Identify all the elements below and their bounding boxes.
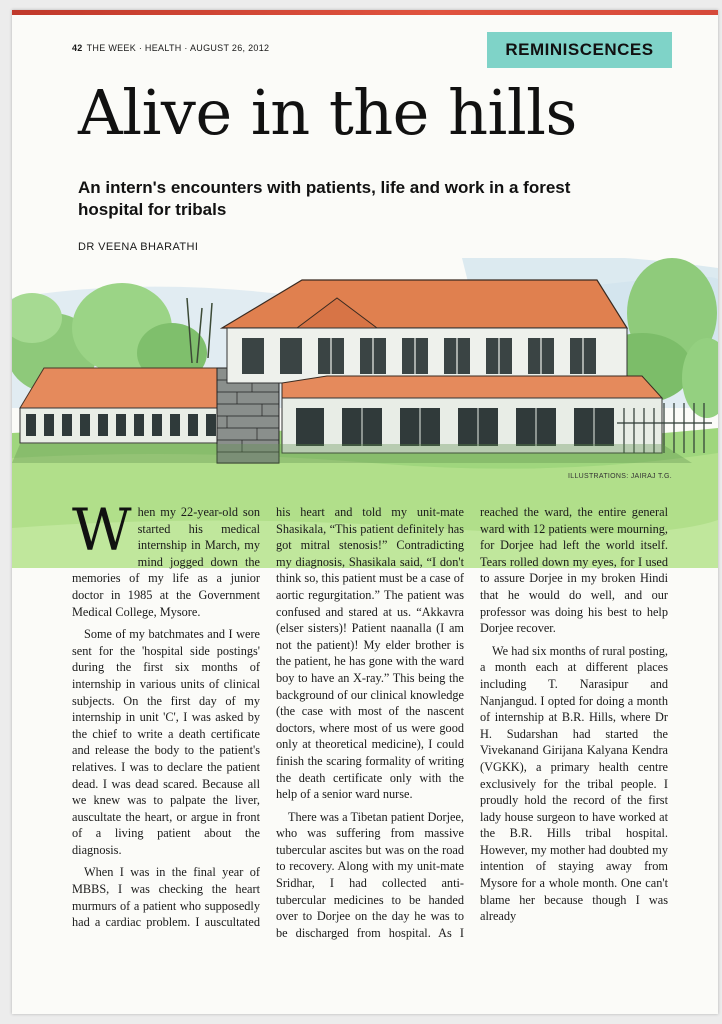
- paragraph-4: There was a Tibetan patient Dorjee, who was suffering from massive tubercular ascites but was on the road to recovery. Along with my unit-mate Sridhar, I had collected anti-tubercular medicines to be handed over to Dorjee on the day he was to be discharged from hospital. As I reached the ward, the entire general ward with 12 patients were mourning, for Dorjee had left the world itself. Tears rolled down my eyes, for I used to assure Dorjee in my broken Hindi that he would do well, and our professor was doing his best to help Dorjee recover.: [276, 505, 668, 940]
- page-number: 42: [72, 43, 83, 53]
- headline: Alive in the hills: [78, 76, 577, 149]
- byline: DR VEENA BHARATHI: [78, 241, 199, 253]
- paragraph-2: Some of my batchmates and I were sent for the 'hospital side postings' during the first six months of internship in various units of clinical subjects. On the first day of my internship in unit 'C', I was asked by the chief to write a death certificate and release the body to the patient's relatives. I was to declare the patient dead. I was dead scared. Because all we knew was to palpate the liver, auscultate the heart, or argue in front of a living patient about the diagnosis.: [72, 627, 260, 857]
- article-body: [72, 496, 668, 994]
- paragraph-5: We had six months of rural posting, a month each at different places including T. Narasipur and Nanjangud. I opted for doing a month of internship at B.R. Hills, where Dr H. Sudarshan had started the Vivekanand Girijana Kalyana Kendra (VGKK), a primary health centre exclusively for the tribal people. I proudly hold the record of the first lady house surgeon to have worked at the B.R. Hills tribal hospital. However, my mother had doubted my intention of staying away from Mysore for a whole month. One can't blame her because though I was already: [480, 643, 668, 924]
- magazine-page: [12, 10, 718, 1014]
- drop-cap: W: [72, 496, 132, 564]
- illustration-credit: ILLUSTRATIONS: JAIRAJ T.G.: [568, 473, 673, 480]
- paragraph-3: When I was in the final year of MBBS, I was checking the heart murmurs of a patient who supposedly had a cardiac problem. I auscultated his heart and told my unit-mate Shasikala, “This patient definitely has got mitral stenosis!” Contradicting my diagnosis, Shasikala said, “I don't think so, this patient must be a case of aortic regurgitation.” The patient was confused and stared at us. “Akkavra (elser sisters)! Patient naanalla (I am not the patient)! My elder brother is the patient, he has gone with the ward boy to have an X-ray.” This being the background of our clinical knowledge (the case with most of the nascent doctors, where most of us were good only at theoretical medicine), I could finish the scaring formality of writing the death certificate only with the help of a senior ward nurse.: [72, 505, 464, 930]
- standfirst: An intern's encounters with patients, life and work in a forest hospital for tribals: [78, 178, 571, 219]
- folio: [72, 43, 269, 53]
- paragraph-1: When my 22-year-old son started his medical internship in March, my mind jogged down the memories of my life as a junior doctor in 1985 at the Government Medical College, Mysore.: [72, 496, 260, 619]
- top-rule: [12, 10, 718, 15]
- publication-line: THE WEEK · HEALTH · AUGUST 26, 2012: [86, 43, 270, 53]
- section-tag: REMINISCENCES: [487, 32, 672, 68]
